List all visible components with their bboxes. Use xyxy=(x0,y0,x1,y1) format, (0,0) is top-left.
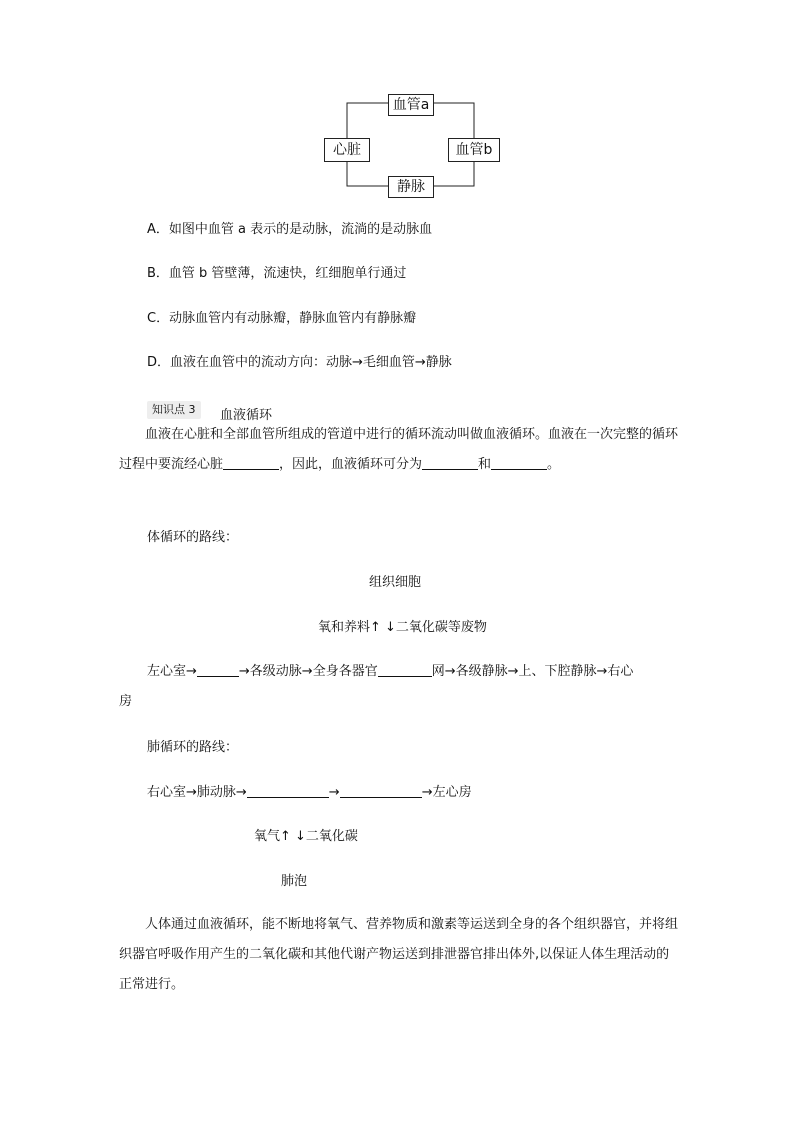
pulmonary-route-2: → xyxy=(328,785,340,800)
systemic-tissue-cells: 组织细胞 xyxy=(369,575,422,590)
summary-paragraph: 人体通过血液循环，能不断地将氧气、营养物质和激素等运送到全身的各个组织器官，并将组织器官呼吸作用产生的二氧化碳和其他代谢产物运送到排泄器官排出体外,以保证人体生理活动的正常进行。 xyxy=(119,917,679,992)
blank-systemic-1 xyxy=(197,663,239,677)
option-b: B．血管 b 管壁薄，流速快，红细胞单行通过 xyxy=(147,266,407,281)
option-d: D．血液在血管中的流动方向：动脉→毛细血管→静脉 xyxy=(147,355,452,370)
blank-circulation-2 xyxy=(491,456,547,470)
blank-systemic-2 xyxy=(378,663,432,677)
blank-pulmonary-1 xyxy=(247,784,329,798)
pulmonary-route-3: →左心房 xyxy=(421,785,472,800)
blood-vessel-diagram xyxy=(320,92,502,195)
intro-text-4: 。 xyxy=(547,457,561,472)
systemic-route-2: →各级动脉→全身各器官 xyxy=(238,664,378,679)
section-title: 血液循环 xyxy=(220,408,273,423)
pulmonary-route-line xyxy=(147,783,472,803)
knowledge-point-tag: 知识点 3 xyxy=(147,401,201,419)
intro-text-3: 和 xyxy=(478,457,492,472)
systemic-exchange: 氧和养料↑ ↓二氧化碳等废物 xyxy=(318,620,487,635)
option-a: A．如图中血管 a 表示的是动脉，流淌的是动脉血 xyxy=(147,222,433,237)
pulmonary-exchange: 氧气↑ ↓二氧化碳 xyxy=(254,829,358,844)
blank-pulmonary-2 xyxy=(340,784,422,798)
box-vessel-b: 血管b xyxy=(448,138,500,162)
intro-paragraph xyxy=(119,420,679,480)
pulmonary-alveoli: 肺泡 xyxy=(281,874,308,889)
box-vessel-a: 血管a xyxy=(388,94,434,116)
intro-text-2: ，因此，血液循环可分为 xyxy=(279,457,423,472)
systemic-route-1: 左心室→ xyxy=(147,664,197,679)
systemic-route-line-1 xyxy=(147,662,633,682)
box-heart: 心脏 xyxy=(324,138,370,162)
systemic-route-line-2: 房 xyxy=(119,694,133,709)
blank-circulation-1 xyxy=(422,456,478,470)
systemic-route-3: 网→各级静脉→上、下腔静脉→右心 xyxy=(431,664,634,679)
systemic-label: 体循环的路线： xyxy=(147,530,239,545)
box-vein: 静脉 xyxy=(388,176,434,198)
blank-heart-times xyxy=(223,456,279,470)
pulmonary-label: 肺循环的路线： xyxy=(147,740,239,755)
option-c: C．动脉血管内有动脉瓣，静脉血管内有静脉瓣 xyxy=(147,311,417,326)
intro-text-1: 血液在心脏和全部血管所组成的管道中进行的循环流动叫做血液循环。血液在一次完整的循环过程中要流经心脏 xyxy=(119,427,679,472)
pulmonary-route-1: 右心室→肺动脉→ xyxy=(147,785,247,800)
